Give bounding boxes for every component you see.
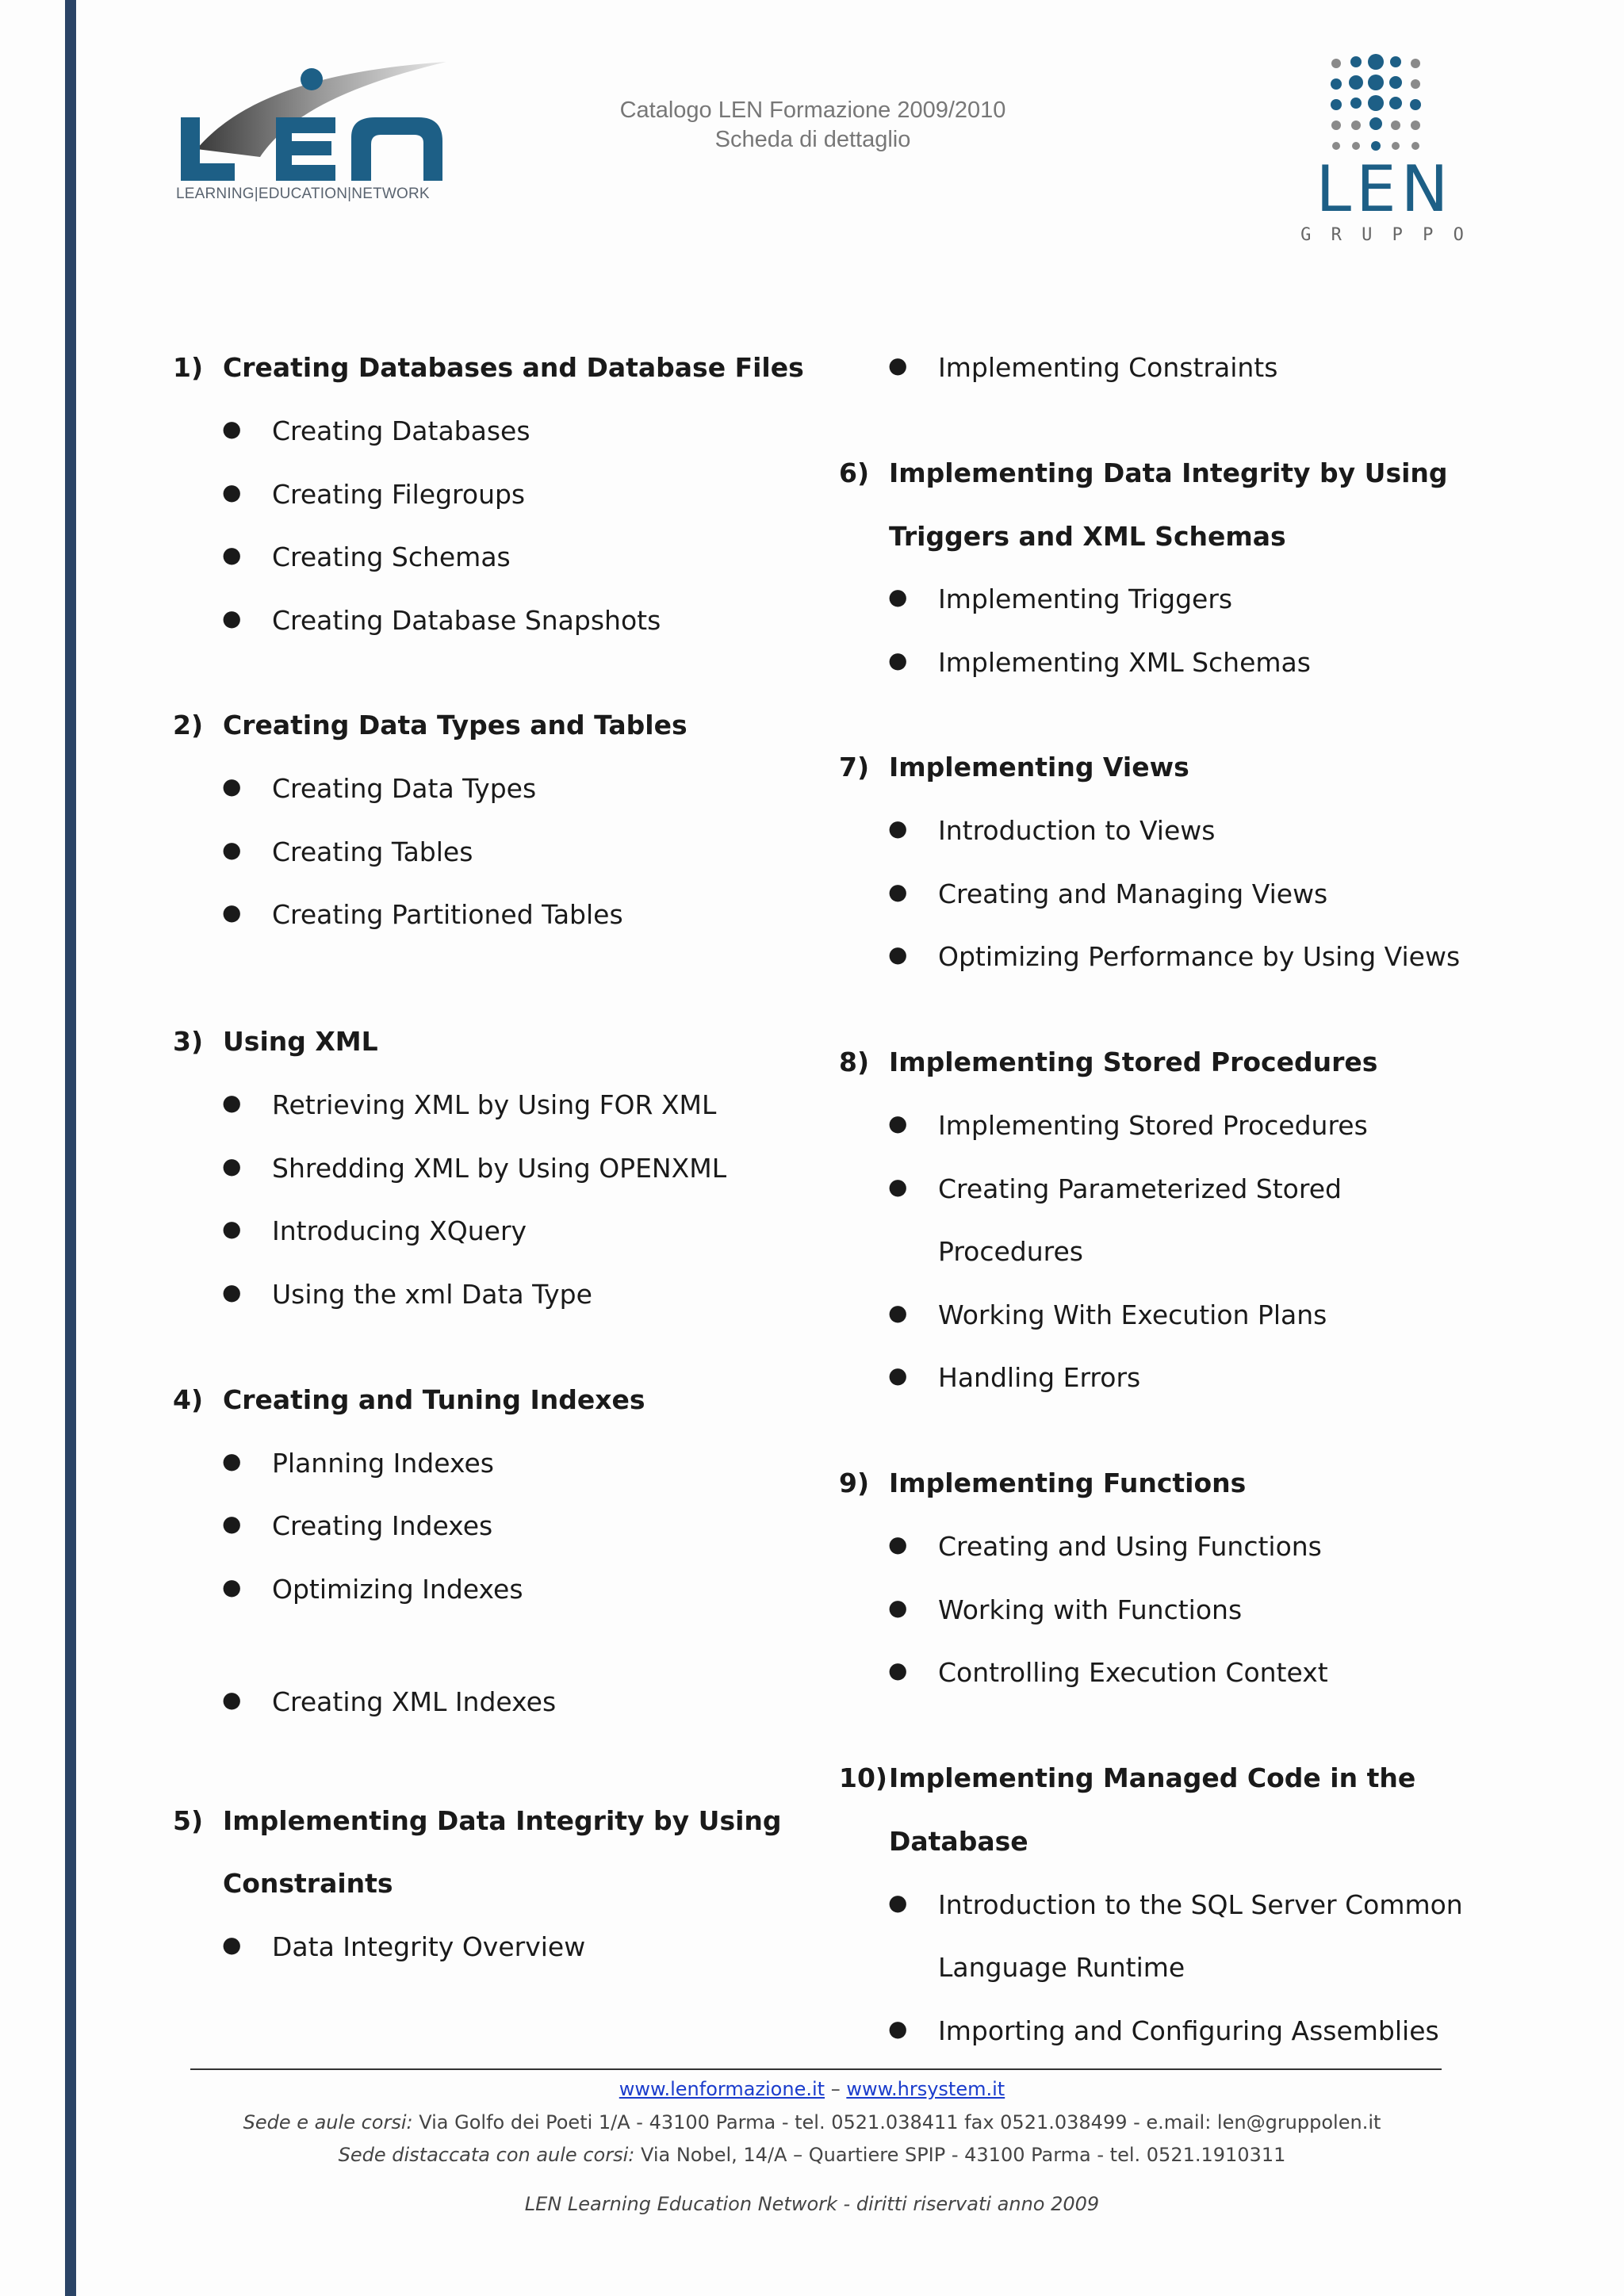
bullet-icon: ● — [888, 941, 908, 967]
bullet-icon: ● — [888, 1299, 908, 1326]
bullet-icon: ● — [222, 773, 242, 799]
left-accent-bar — [65, 0, 76, 2296]
bullet-icon: ● — [888, 1531, 908, 1557]
logo-right-text: LEN — [1316, 152, 1454, 226]
bullet-icon: ● — [222, 1153, 242, 1179]
bullet-icon: ● — [222, 605, 242, 631]
bullet-icon: ● — [222, 899, 242, 925]
bullet-icon: ● — [888, 1594, 908, 1621]
bullet-icon: ● — [222, 415, 242, 442]
bullet-icon: ● — [888, 1362, 908, 1388]
bullet-icon: ● — [222, 1215, 242, 1242]
section-title: Creating Databases and Database Files — [223, 352, 804, 383]
bullet-icon: ● — [222, 1686, 242, 1712]
bullet-icon: ● — [888, 1657, 908, 1683]
bullet-icon: ● — [888, 584, 908, 610]
footer-links — [0, 2078, 1624, 2100]
logo-right-subtext: G R U P P O — [1300, 225, 1469, 245]
catalog-subtitle: Scheda di dettaglio — [714, 127, 911, 152]
hrsystem-link[interactable]: www.hrsystem.it — [846, 2078, 1005, 2100]
lenformazione-link[interactable]: www.lenformazione.it — [619, 2078, 825, 2100]
bullet-icon: ● — [888, 2015, 908, 2042]
page-header — [587, 96, 1039, 155]
footer-branch-address: Sede distaccata con aule corsi: Via Nobel, 14/A – Quartiere SPIP - 43100 Parma - tel. 0521.1910311 — [338, 2144, 1286, 2166]
bullet-icon: ● — [888, 878, 908, 905]
footer-separator: – — [830, 2078, 841, 2100]
footer-address: Sede e aule corsi: Via Golfo dei Poeti 1/A - 43100 Parma - tel. 0521.038411 fax 0521.038499 - e.mail: len@gruppolen.it — [243, 2111, 1381, 2133]
bullet-icon: ● — [222, 1574, 242, 1600]
bullet-icon: ● — [888, 647, 908, 673]
section-number: 1) — [173, 352, 204, 383]
bullet-icon: ● — [888, 352, 908, 378]
bullet-icon: ● — [888, 1173, 908, 1200]
catalog-title: Catalogo LEN Formazione 2009/2010 — [619, 98, 1006, 123]
bullet-icon: ● — [888, 1110, 908, 1136]
bullet-icon: ● — [222, 1931, 242, 1957]
bullet-icon: ● — [222, 541, 242, 568]
logo-left-caption: LEARNING|EDUCATION|NETWORK — [176, 186, 430, 202]
bullet-icon: ● — [888, 815, 908, 841]
bullet-icon: ● — [222, 479, 242, 505]
bullet-icon: ● — [888, 1889, 908, 1915]
footer-divider — [190, 2068, 1442, 2070]
bullet-icon: ● — [222, 1279, 242, 1305]
footer-copyright: LEN Learning Education Network - diritti riservati anno 2009 — [524, 2193, 1100, 2215]
bullet-icon: ● — [222, 1089, 242, 1115]
bullet-icon: ● — [222, 836, 242, 863]
bullet-icon: ● — [222, 1510, 242, 1536]
bullet-icon: ● — [222, 1448, 242, 1474]
